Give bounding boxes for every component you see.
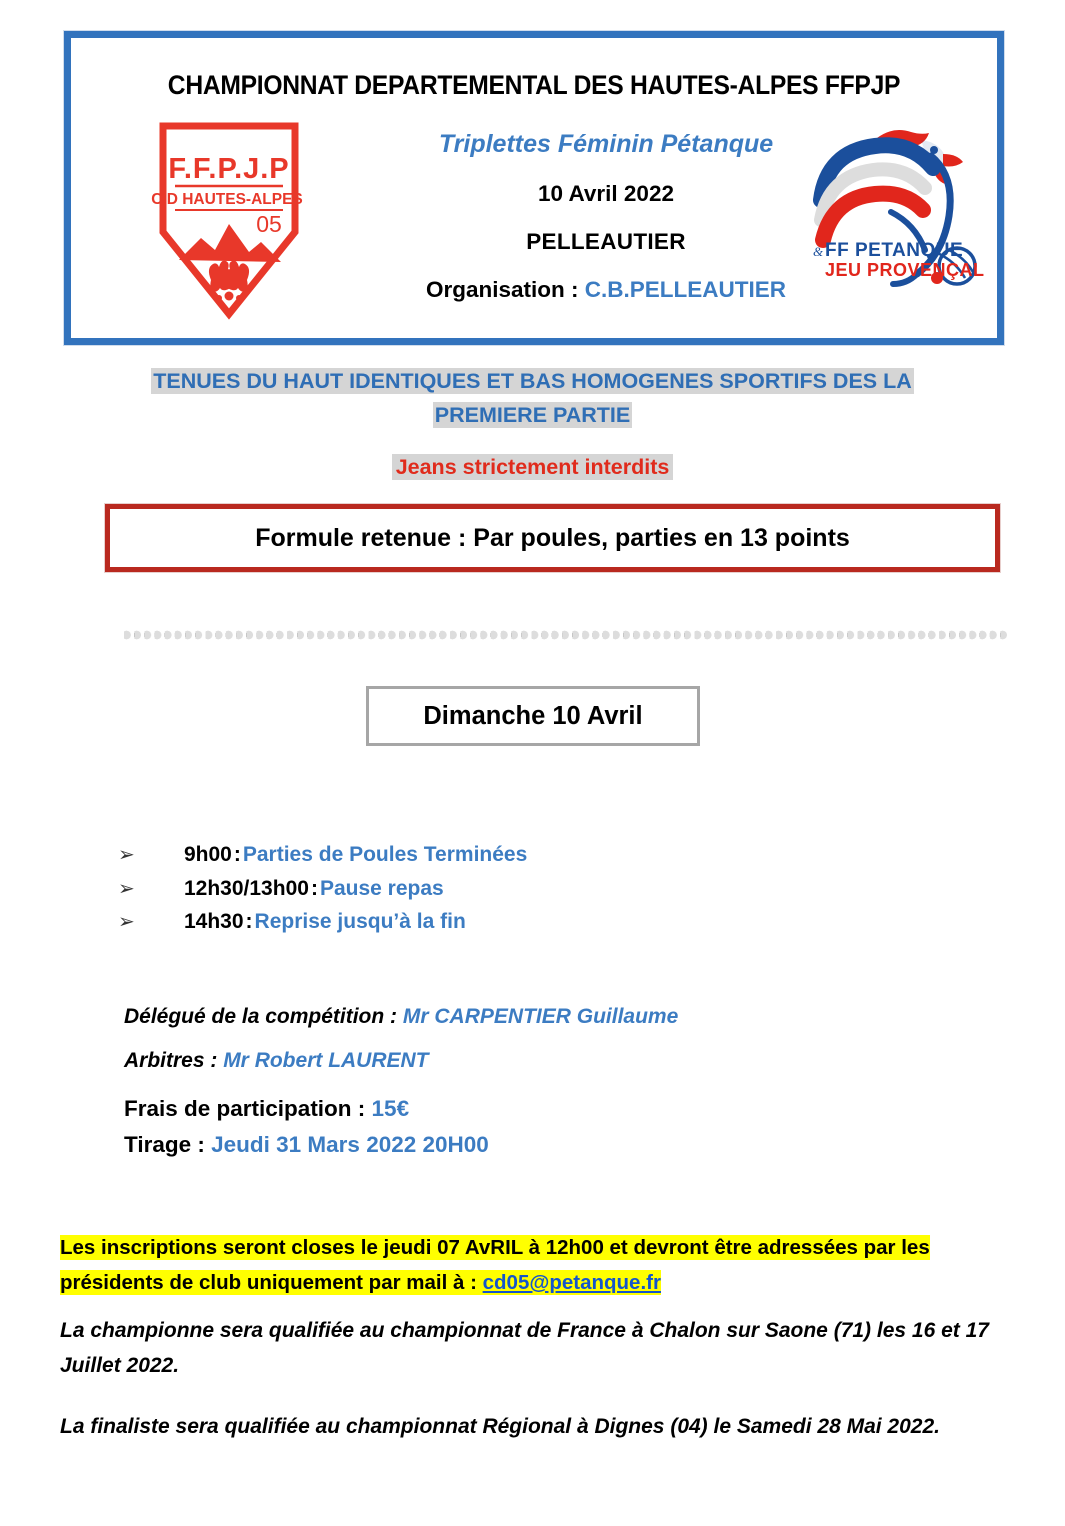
draw-label: Tirage : [124, 1132, 212, 1157]
header-frame [64, 31, 1004, 345]
dotted-divider [124, 630, 1008, 640]
event-place: PELLEAUTIER [526, 229, 686, 254]
fees-block [124, 1096, 884, 1168]
schedule-item [118, 910, 818, 944]
qualification-finalist-paragraph: La finaliste sera qualifiée au championnat Régional à Dignes (04) le Samedi 28 Mai 2022. [60, 1415, 940, 1438]
schedule-separator: : [233, 843, 241, 866]
dress-code-text-2: PREMIERE PARTIE [434, 403, 631, 427]
organisation-label: Organisation : [425, 277, 585, 302]
schedule-label: Pause repas [319, 876, 444, 900]
delegate-value: Mr CARPENTIER Guillaume [402, 1005, 679, 1028]
delegate-line [124, 1005, 884, 1029]
jeans-prohibition-text: Jeans strictement interdits [392, 454, 674, 480]
organisation-line [371, 277, 841, 303]
arrow-bullet-icon: ➢ [118, 844, 135, 866]
closing-block [60, 1313, 1012, 1470]
event-date: 10 Avril 2022 [538, 181, 674, 206]
header-center-block [371, 130, 841, 325]
event-subtitle: Triplettes Féminin Pétanque [438, 130, 774, 158]
schedule-label: Reprise jusqu’à la fin [254, 910, 466, 933]
dress-code-line-1 [0, 364, 1065, 398]
schedule-time: 9h00 [184, 843, 232, 866]
dress-code-line-2 [0, 398, 1065, 432]
participation-fee-value: 15€ [371, 1096, 410, 1121]
draw-value: Jeudi 31 Mars 2022 20H00 [211, 1132, 489, 1157]
draw-line [124, 1132, 884, 1158]
organisation-value: C.B.PELLEAUTIER [584, 277, 787, 302]
svg-text:JEU PROVENÇAL: JEU PROVENÇAL [825, 260, 985, 280]
schedule-separator: : [245, 910, 253, 933]
schedule-label: Parties de Poules Terminées [242, 843, 528, 866]
logo-ampersand: & [813, 244, 824, 259]
delegate-label: Délégué de la compétition : [124, 1005, 403, 1028]
officials-block [124, 1005, 884, 1093]
participation-fee-line [124, 1096, 884, 1122]
jeans-prohibition [0, 455, 1065, 480]
schedule-list [118, 843, 818, 944]
inscriptions-text: Les inscriptions seront closes le jeudi 07 AvRIL à 12h00 et devront être adressées par les présidents de club uniquement par mail à : [60, 1236, 930, 1294]
svg-text:FF PETANQUE: FF PETANQUE [825, 240, 964, 261]
svg-text:F.F.P.J.P: F.F.P.J.P [168, 153, 290, 185]
svg-text:05: 05 [256, 211, 282, 237]
schedule-time: 14h30 [184, 910, 244, 933]
dress-code-text-1: TENUES DU HAUT IDENTIQUES ET BAS HOMOGENES SPORTIFS DES LA [153, 369, 912, 393]
referee-value: Mr Robert LAURENT [223, 1049, 429, 1072]
formula-box [105, 504, 1000, 572]
schedule-item [118, 843, 818, 877]
participation-fee-label: Frais de participation : [124, 1096, 372, 1121]
arrow-bullet-icon: ➢ [118, 911, 135, 933]
schedule-item [118, 877, 818, 911]
arrow-bullet-icon: ➢ [118, 877, 135, 900]
formula-text: Formule retenue : Par poules, parties en 13 points [255, 523, 850, 552]
contact-email-link[interactable]: cd05@petanque.fr [482, 1271, 661, 1294]
ff-petanque-jeu-provencal-logo [791, 116, 991, 306]
ffpjp-cd-hautes-alpes-logo [149, 120, 309, 320]
qualification-champion-paragraph: La championne sera qualifiée au championnat de France à Chalon sur Saone (71) les 16 et 17 Juillet 2022. [60, 1319, 989, 1377]
inscriptions-block [60, 1230, 1010, 1300]
svg-text:C.D HAUTES-ALPES: C.D HAUTES-ALPES [151, 191, 303, 208]
day-label: Dimanche 10 Avril [423, 701, 643, 730]
schedule-time: 12h30/13h00 [184, 876, 309, 900]
referee-line [124, 1049, 884, 1073]
referee-label: Arbitres : [124, 1049, 224, 1072]
day-box [366, 686, 700, 746]
schedule-separator: : [310, 876, 318, 900]
page-title: CHAMPIONNAT DEPARTEMENTAL DES HAUTES-ALPES FFPJP [167, 70, 901, 100]
